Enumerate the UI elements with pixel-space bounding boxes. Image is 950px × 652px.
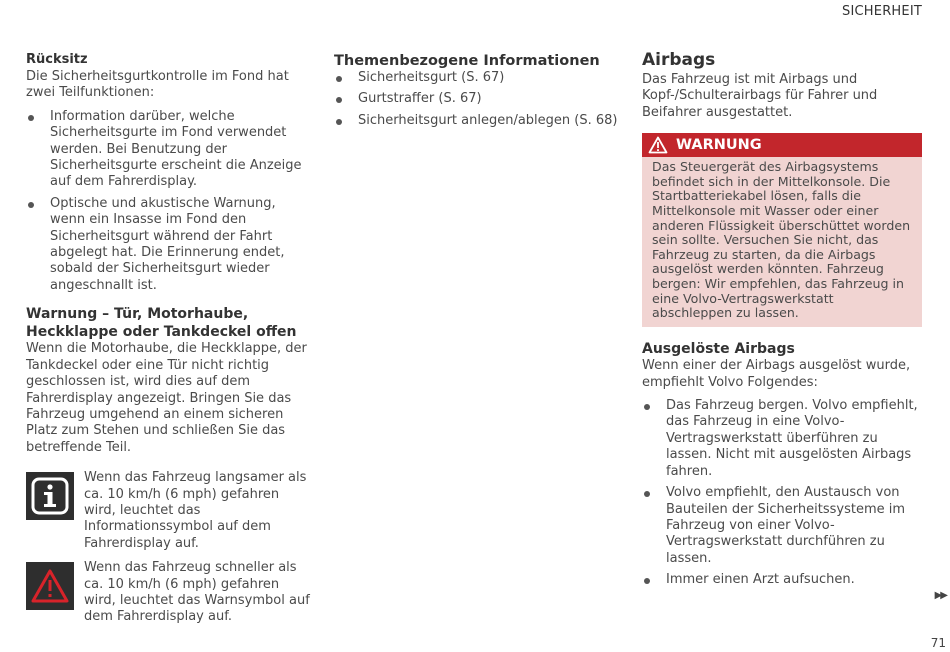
section-header: SICHERHEIT bbox=[842, 4, 922, 19]
airbags-heading: Airbags bbox=[642, 50, 716, 70]
info-symbol-text: Wenn das Fahrzeug langsamer als ca. 10 km/h (6 mph) gefahren wird, leuchtet das Informationssymbol auf dem Fahrerdisplay auf. bbox=[84, 470, 307, 551]
column-3 bbox=[642, 50, 922, 594]
info-icon bbox=[26, 472, 74, 520]
column-2 bbox=[334, 52, 624, 134]
warning-symbol-text: Wenn das Fahrzeug schneller als ca. 10 km/h (6 mph) gefahren wird, leuchtet das Warnsymbol auf dem Fahrerdisplay auf. bbox=[84, 560, 310, 625]
related-links-list bbox=[334, 70, 624, 129]
rear-seat-intro: Die Sicherheitsgurtkontrolle im Fond hat zwei Teilfunktionen: bbox=[26, 69, 289, 101]
warning-box-text: Das Steuergerät des Airbagsystems befindet sich in der Mittelkonsole. Die Startbatteriekabel lösen, falls die Mittelkonsole mit Wasser oder einer anderen Flüssigkeit überschüttet worden sein sollte. Versuchen Sie nicht, das Fahrzeug zu starten, da die Airbags ausgelöst werden könnten. Fahrzeug bergen: Wir empfehlen, das Fahrzeug in eine Volvo-Vertragswerkstatt abschleppen zu lassen. bbox=[642, 157, 922, 327]
rear-seat-list bbox=[26, 109, 310, 294]
list-item: Information darüber, welche Sicherheitsgurte im Fond verwendet werden. Bei Benutzung der Sicherheitsgurte erscheint die Anzeige auf dem Fahrerdisplay. bbox=[26, 109, 310, 191]
column-1 bbox=[26, 52, 310, 626]
warning-triangle-icon bbox=[26, 562, 74, 610]
door-warning-heading: Warnung – Tür, Motorhaube, Heckklappe oder Tankdeckel offen bbox=[26, 306, 297, 340]
warning-symbol-row bbox=[26, 560, 310, 626]
deployed-airbags-heading: Ausgelöste Airbags bbox=[642, 340, 795, 357]
warning-box bbox=[642, 133, 922, 327]
related-info-heading: Themenbezogene Informationen bbox=[334, 53, 600, 69]
list-item: Immer einen Arzt aufsuchen. bbox=[642, 572, 922, 588]
airbags-intro: Das Fahrzeug ist mit Airbags und Kopf-/Schulterairbags für Fahrer und Beifahrer ausgestattet. bbox=[642, 72, 878, 120]
warning-triangle-icon bbox=[648, 136, 668, 154]
info-symbol-row bbox=[26, 470, 310, 552]
list-item: Volvo empfiehlt, den Austausch von Bauteilen der Sicherheitssysteme im Fahrzeug von einer Volvo-Vertragswerkstatt durchführen zu lassen. bbox=[642, 485, 922, 567]
related-link[interactable]: Sicherheitsgurt (S. 67) bbox=[334, 70, 624, 86]
related-link[interactable]: Gurtstraffer (S. 67) bbox=[334, 91, 624, 107]
list-item: Das Fahrzeug bergen. Volvo empfiehlt, das Fahrzeug in eine Volvo-Vertragswerkstatt überführen zu lassen. Nicht mit ausgelösten Airbags fahren. bbox=[642, 398, 922, 480]
rear-seat-heading: Rücksitz bbox=[26, 52, 88, 67]
list-item: Optische und akustische Warnung, wenn ein Insasse im Fond den Sicherheitsgurt während der Fahrt abgelegt hat. Die Erinnerung endet, sobald der Sicherheitsgurt wieder angeschnallt ist. bbox=[26, 196, 310, 294]
deployed-airbags-intro: Wenn einer der Airbags ausgelöst wurde, empfiehlt Volvo Folgendes: bbox=[642, 358, 911, 390]
page-number: 71 bbox=[930, 636, 946, 650]
continue-arrow-icon: ▶▶ bbox=[934, 590, 946, 601]
deployed-airbags-list bbox=[642, 398, 922, 588]
warning-box-header bbox=[642, 133, 922, 157]
related-link[interactable]: Sicherheitsgurt anlegen/ablegen (S. 68) bbox=[334, 113, 624, 129]
warning-label: WARNUNG bbox=[676, 137, 762, 154]
door-warning-text: Wenn die Motorhaube, die Heckklappe, der Tankdeckel oder eine Tür nicht richtig geschlossen ist, wird dies auf dem Fahrerdisplay angezeigt. Bringen Sie das Fahrzeug umgehend an einem sicheren Platz zum Stehen und schließen Sie das betreffende Teil. bbox=[26, 341, 307, 455]
